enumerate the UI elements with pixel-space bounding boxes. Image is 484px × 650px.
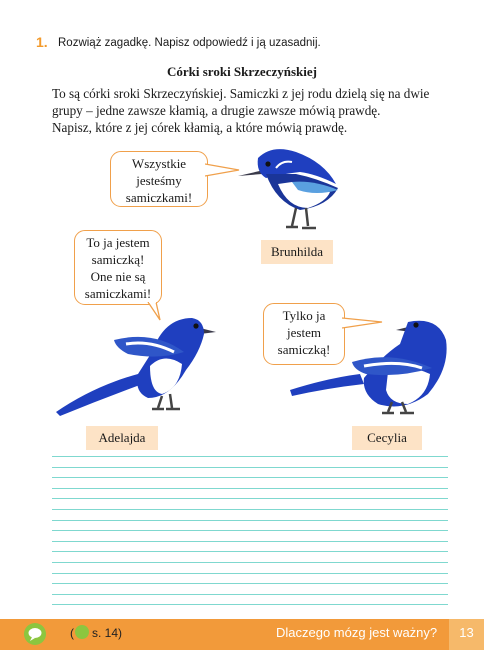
- magpie-brunhilda-illustration: [236, 144, 340, 234]
- name-label-brunhilda: Brunhilda: [261, 240, 333, 264]
- answer-line[interactable]: [52, 562, 448, 563]
- task-instruction: Rozwiąż zagadkę. Napisz odpowiedź i ją uzasadnij.: [58, 37, 321, 49]
- task-number: 1.: [36, 34, 48, 50]
- name-label-cecylia: Cecylia: [352, 426, 422, 450]
- speech-bubble-brunhilda: Wszystkie jesteśmy samiczkami!: [110, 151, 208, 207]
- answer-line[interactable]: [52, 477, 448, 478]
- answer-line[interactable]: [52, 530, 448, 531]
- page-number: 13: [449, 619, 484, 650]
- answer-line[interactable]: [52, 573, 448, 574]
- answer-line[interactable]: [52, 541, 448, 542]
- answer-line[interactable]: [52, 467, 448, 468]
- answer-line[interactable]: [52, 488, 448, 489]
- story-line: Napisz, które z jej córek kłamią, a które mówią prawdę.: [52, 120, 348, 135]
- chapter-question: Dlaczego mózg jest ważny?: [276, 625, 438, 640]
- answer-line[interactable]: [52, 604, 448, 605]
- story-line: To są córki sroki Skrzeczyńskiej. Samiczki z jej rodu dzielą się na dwie: [52, 86, 430, 101]
- page-reference: ( s. 14): [70, 626, 123, 640]
- answer-line[interactable]: [52, 594, 448, 595]
- workbook-icon: [75, 625, 89, 639]
- answer-lines[interactable]: [52, 456, 448, 615]
- answer-line[interactable]: [52, 456, 448, 457]
- story-line: grupy – jedne zawsze kłamią, a drugie zawsze mówią prawdę.: [52, 103, 381, 118]
- answer-line[interactable]: [52, 498, 448, 499]
- answer-line[interactable]: [52, 583, 448, 584]
- magpie-adelajda-illustration: [54, 312, 220, 416]
- story-text: [52, 85, 447, 136]
- answer-line[interactable]: [52, 520, 448, 521]
- answer-line[interactable]: [52, 551, 448, 552]
- speech-bubble-cecylia: Tylko ja jestem samiczką!: [263, 303, 345, 365]
- name-label-adelajda: Adelajda: [86, 426, 158, 450]
- answer-line[interactable]: [52, 509, 448, 510]
- speech-bubble-adelajda: To ja jestem samiczką! One nie są samiczkami!: [74, 230, 162, 305]
- magpie-cecylia-illustration: [288, 316, 454, 416]
- chat-bubble-icon: [24, 623, 46, 645]
- story-title: Córki sroki Skrzeczyńskiej: [167, 64, 317, 79]
